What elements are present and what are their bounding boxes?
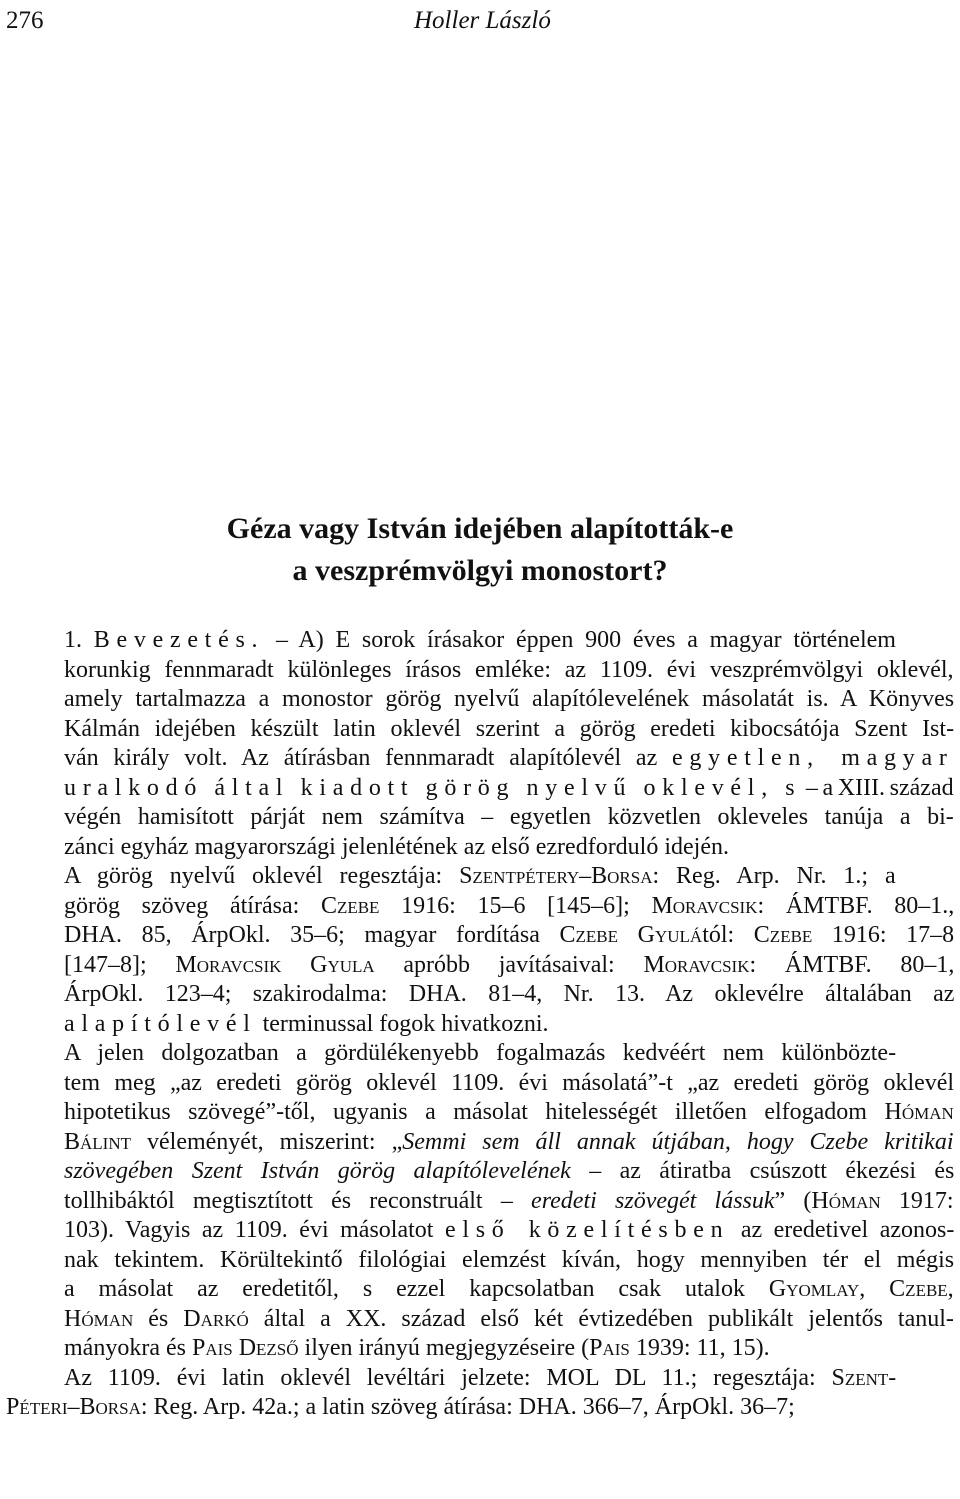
text-line: tem meg „az eredeti görög oklevél 1109. évi másolatá”-t „az eredeti görög oklevél bbox=[64, 1069, 955, 1096]
text-line: Kálmán idejében készült latin oklevél szerint a görög eredeti kibocsátója Szent Ist- bbox=[64, 715, 955, 742]
quotation: szövegében Szent István görög alapítólevelének bbox=[64, 1158, 571, 1184]
text-line: görög szöveg átírása: Czebe 1916: 15–6 [145–6]; Moravcsik: ÁMTBF. 80–1., bbox=[64, 892, 955, 919]
text-line: ÁrpOkl. 123–4; szakirodalma: DHA. 81–4, Nr. 13. Az oklevélre általában az bbox=[64, 981, 955, 1007]
author-name: Pais bbox=[589, 1335, 630, 1361]
text-line: A görög nyelvű oklevél regesztája: Szentpétery–Borsa: Reg. Arp. Nr. 1.; a bbox=[64, 863, 896, 889]
text-line: korunkig fennmaradt különleges írásos emléke: az 1109. évi veszprémvölgyi oklevél, bbox=[64, 656, 954, 683]
author-name: Moravcsik bbox=[643, 951, 750, 978]
page-number: 276 bbox=[6, 7, 44, 34]
text-line: Hóman és Darkó által a XX. század első két évtizedében publikált jelentős tanul- bbox=[64, 1305, 954, 1332]
author-name: Szent- bbox=[831, 1364, 897, 1391]
text-line: végén hamisított párját nem számítva – egyetlen közvetlen okleveles tanúja a bi- bbox=[64, 804, 954, 830]
text-line: Az 1109. évi latin oklevél levéltári jelzete: MOL DL 11.; regesztája: Szent- bbox=[64, 1364, 897, 1391]
text-line: ván király volt. Az átírásban fennmaradt alapítólevél az egyetlen, magyar bbox=[64, 745, 954, 771]
article-title bbox=[0, 508, 960, 592]
text-line: nak tekintem. Körültekintő filológiai elemzést kíván, hogy mennyiben tér el mégis bbox=[64, 1246, 955, 1273]
title-line-2: a veszprémvölgyi monostort? bbox=[292, 554, 668, 587]
running-head-author: Holler László bbox=[414, 7, 551, 34]
text-line: a másolat az eredetitől, s ezzel kapcsolatban csak utalok Gyomlay, Czebe, bbox=[64, 1276, 954, 1302]
title-line-1: Géza vagy István idejében alapították-e bbox=[226, 512, 734, 545]
author-name: Moravcsik bbox=[651, 892, 758, 919]
author-name: Czebe Gyulá bbox=[559, 922, 703, 948]
text-line: 1. Bevezetés. – A) E sorok írásakor éppen 900 éves a magyar történelem bbox=[64, 627, 896, 653]
text-line: hipotetikus szövegé”-től, ugyanis a másolat hitelességét illetően elfogadom Hóman bbox=[64, 1099, 954, 1125]
author-name: Darkó bbox=[183, 1305, 249, 1332]
section-heading: Bevezetés. bbox=[93, 627, 265, 653]
text-line: uralkodó által kiadott görög nyelvű oklevél, s – a XIII. század bbox=[64, 774, 954, 801]
article-body bbox=[6, 626, 954, 1423]
text-line: zánci egyház magyarországi jelenlétének az első ezredforduló idején. bbox=[64, 833, 729, 860]
paragraph-latin-charter bbox=[6, 1364, 954, 1423]
text-line: Bálint véleményét, miszerint: „Semmi sem áll annak útjában, hogy Czebe kritikai bbox=[64, 1128, 954, 1155]
author-name: Czebe bbox=[753, 922, 813, 948]
text-line: DHA. 85, ÁrpOkl. 35–6; magyar fordítása Czebe Gyulától: Czebe 1916: 17–8 bbox=[64, 922, 955, 948]
text-line: alapítólevél terminussal fogok hivatkozni. bbox=[64, 1010, 549, 1037]
author-name: Gyomlay bbox=[768, 1276, 860, 1302]
author-name: Czebe bbox=[320, 892, 380, 919]
text-line: mányokra és Pais Dezső ilyen irányú megjegyzéseire (Pais 1939: 11, 15). bbox=[64, 1335, 770, 1361]
emphasis: alapítólevél bbox=[64, 1010, 257, 1037]
author-name: Hóman bbox=[64, 1305, 134, 1332]
author-name: Pais Dezső bbox=[191, 1335, 299, 1361]
author-name: Péteri–Borsa bbox=[6, 1394, 141, 1420]
quotation: Semmi sem áll annak útjában, hogy Czebe kritikai bbox=[402, 1128, 954, 1155]
emphasis: egyetlen, magyar bbox=[672, 745, 954, 771]
quotation: eredeti szövegét lássuk bbox=[531, 1187, 775, 1214]
text-line: [147–8]; Moravcsik Gyula apróbb javításaival: Moravcsik: ÁMTBF. 80–1, bbox=[64, 951, 955, 978]
author-name: Hóman bbox=[884, 1099, 954, 1125]
text-line: tollhibáktól megtisztított és reconstruált – eredeti szövegét lássuk” (Hóman 1917: bbox=[64, 1187, 954, 1214]
text-line: Péteri–Borsa: Reg. Arp. 42a.; a latin szöveg átírása: DHA. 366–7, ÁrpOkl. 36–7; bbox=[6, 1394, 795, 1420]
text-line: szövegében Szent István görög alapítólevelének – az átiratba csúszott ékezési és bbox=[64, 1158, 955, 1184]
paragraph-methodology bbox=[6, 1039, 954, 1364]
text-line: 103). Vagyis az 1109. évi másolatot első közelítésben az eredetivel azonos- bbox=[64, 1217, 955, 1243]
emphasis: uralkodó által kiadott görög nyelvű oklevél, s bbox=[64, 774, 802, 801]
text-line: amely tartalmazza a monostor görög nyelvű alapítólevelének másolatát is. A Könyves bbox=[64, 686, 955, 712]
author-name: Czebe bbox=[889, 1276, 948, 1302]
emphasis: első közelítésben bbox=[444, 1217, 730, 1243]
author-name: Bálint bbox=[64, 1128, 131, 1155]
text-line: A jelen dolgozatban a gördülékenyebb fogalmazás kedvéért nem különbözte- bbox=[64, 1040, 897, 1066]
paragraph-sources bbox=[6, 862, 954, 1039]
paragraph-introduction bbox=[6, 626, 954, 862]
page-header bbox=[0, 2, 960, 42]
author-name: Szentpétery–Borsa bbox=[459, 863, 653, 889]
author-name: Moravcsik Gyula bbox=[175, 951, 375, 978]
author-name: Hóman bbox=[811, 1187, 881, 1214]
